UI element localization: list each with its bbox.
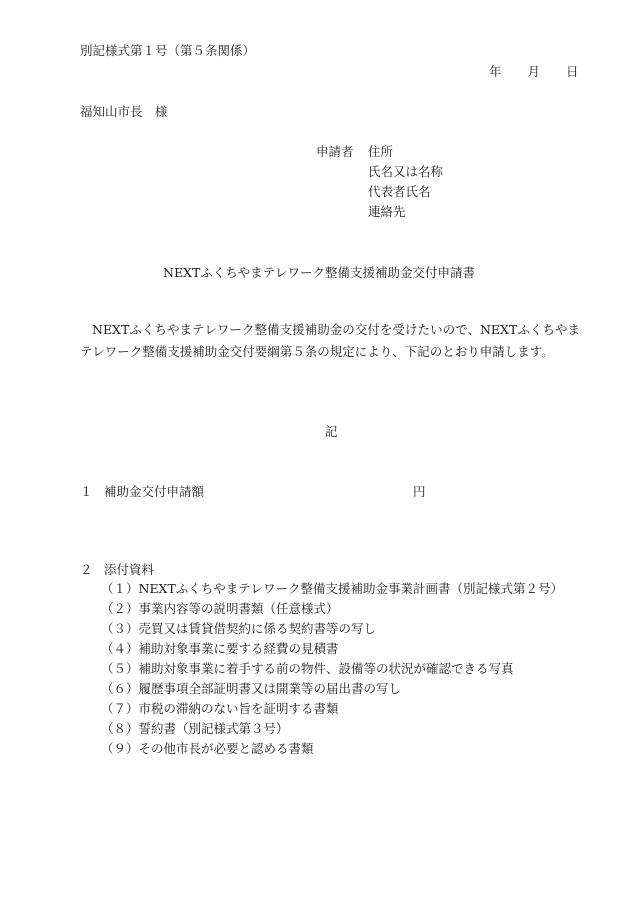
- attachment-6: （６）履歴事項全部証明書又は開業等の届出書の写し: [101, 681, 402, 696]
- item1-number: １: [80, 484, 93, 499]
- date-day: 日: [566, 64, 579, 79]
- date-line: [489, 64, 579, 80]
- applicant-contact: 連絡先: [368, 204, 406, 219]
- addressee: 福知山市長 様: [80, 104, 168, 119]
- attachment-5: （５）補助対象事業に着手する前の物件、設備等の状況が確認できる写真: [101, 661, 514, 676]
- attachment-7: （７）市税の滞納のない旨を証明する書類: [101, 701, 339, 716]
- form-number: 別記様式第１号（第５条関係）: [80, 43, 256, 58]
- document-title: NEXTふくちやまテレワーク整備支援補助金交付申請書: [163, 265, 476, 280]
- attachment-8: （８）誓約書（別記様式第３号）: [101, 721, 289, 736]
- applicant-name: 氏名又は名称: [368, 164, 444, 179]
- date-month: 月: [527, 64, 541, 79]
- attachment-3: （３）売買又は賃貸借契約に係る契約書等の写し: [101, 621, 377, 636]
- item1-unit: 円: [413, 484, 426, 499]
- attachment-9: （９）その他市長が必要と認める書類: [101, 741, 314, 756]
- date-year: 年: [489, 64, 502, 79]
- applicant-label: 申請者: [316, 144, 354, 159]
- item2-label: 添付資料: [104, 562, 155, 577]
- attachment-4: （４）補助対象事業に要する経費の見積書: [101, 641, 339, 656]
- attachment-2: （２）事業内容等の説明書類（任意様式）: [101, 601, 339, 616]
- attachment-1: （１）NEXTふくちやまテレワーク整備支援補助金事業計画書（別記様式第２号）: [101, 581, 564, 596]
- item1-label: 補助金交付申請額: [104, 484, 205, 499]
- item2-number: ２: [80, 562, 93, 577]
- applicant-address: 住所: [368, 144, 394, 159]
- applicant-representative: 代表者氏名: [368, 184, 431, 199]
- ki-heading: 記: [325, 424, 338, 439]
- body-text: NEXTふくちやまテレワーク整備支援補助金の交付を受けたいので、NEXTふくちやまテレワーク整備支援補助金交付要綱第５条の規定により、下記のとおり申請します。: [80, 322, 580, 359]
